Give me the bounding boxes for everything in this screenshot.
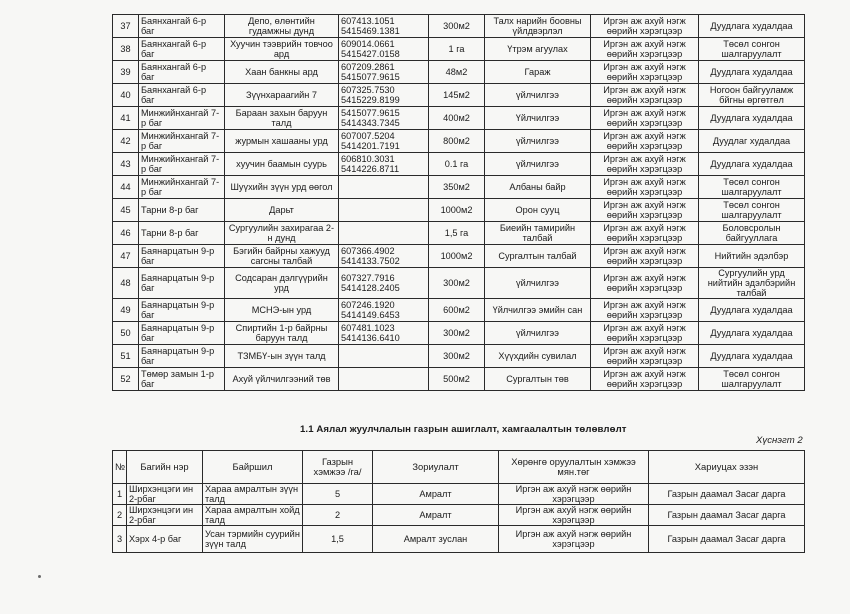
- cell-area: 1 га: [429, 38, 485, 61]
- cell-ownership: Иргэн аж ахуй нэгж өөрийн хэрэгцээр: [591, 245, 699, 268]
- table-row: [113, 38, 805, 61]
- cell-allocation-method: Дуудлага худалдаа: [699, 345, 805, 368]
- cell-area: 800м2: [429, 130, 485, 153]
- column-header: Багийн нэр: [127, 451, 203, 484]
- cell-coordinates: 607007.5204 5414201.7191: [339, 130, 429, 153]
- cell-allocation-method: Дуудлага худалдаа: [699, 15, 805, 38]
- cell-allocation-method: Боловсролын байгууллага: [699, 222, 805, 245]
- cell-allocation-method: Дуудлага худалдаа: [699, 61, 805, 84]
- cell-coordinates: [339, 345, 429, 368]
- cell-row-number: 39: [113, 61, 139, 84]
- cell-area: 300м2: [429, 15, 485, 38]
- cell-row-number: 52: [113, 368, 139, 391]
- table-row: [113, 299, 805, 322]
- cell-allocation-method: Төсөл сонгон шалгаруулалт: [699, 199, 805, 222]
- cell-purpose: Талх нарийн боовны үйлдвэрлэл: [485, 15, 591, 38]
- cell-area: 350м2: [429, 176, 485, 199]
- cell-investment: Иргэн аж ахуй нэгж өөрийн хэрэгцээр: [499, 526, 649, 553]
- cell-bag-name: Ширхэнцэги ин 2-рбаг: [127, 505, 203, 526]
- table-row: [113, 15, 805, 38]
- cell-bag-name: Баянарцатын 9-р баг: [139, 268, 225, 299]
- cell-coordinates: 607413.1051 5415469.1381: [339, 15, 429, 38]
- column-header: Байршил: [203, 451, 303, 484]
- cell-row-number: 47: [113, 245, 139, 268]
- cell-bag-name: Минжийнхангай 7-р баг: [139, 176, 225, 199]
- table-row: [113, 153, 805, 176]
- cell-purpose: Гараж: [485, 61, 591, 84]
- cell-area: 300м2: [429, 268, 485, 299]
- cell-purpose: үйлчилгээ: [485, 322, 591, 345]
- cell-land-size: 2: [303, 505, 373, 526]
- cell-bag-name: Минжийнхангай 7-р баг: [139, 153, 225, 176]
- cell-row-number: 2: [113, 505, 127, 526]
- cell-area: 1,5 га: [429, 222, 485, 245]
- cell-row-number: 49: [113, 299, 139, 322]
- cell-allocation-method: Сургуулийн урд нийтийн эдэлбэрийн талбай: [699, 268, 805, 299]
- table-row: [113, 368, 805, 391]
- cell-area: 48м2: [429, 61, 485, 84]
- scan-mark: [38, 575, 41, 578]
- cell-row-number: 38: [113, 38, 139, 61]
- cell-responsible-party: Газрын даамал Засаг дарга: [649, 526, 805, 553]
- cell-row-number: 51: [113, 345, 139, 368]
- cell-ownership: Иргэн аж ахуй нэгж өөрийн хэрэгцээр: [591, 299, 699, 322]
- cell-location: МСНЭ-ын урд: [225, 299, 339, 322]
- cell-location: Бэгийн байрны хажууд сагсны талбай: [225, 245, 339, 268]
- cell-bag-name: Баянхангай 6-р баг: [139, 84, 225, 107]
- column-header: Хөрөнгө оруулалтын хэмжээ мян.төг: [499, 451, 649, 484]
- cell-location: Содсаран дэлгүүрийн урд: [225, 268, 339, 299]
- cell-location: Шуүхийн зүүн урд өөгол: [225, 176, 339, 199]
- cell-area: 0.1 га: [429, 153, 485, 176]
- cell-ownership: Иргэн аж ахуй нэгж өөрийн хэрэгцээр: [591, 38, 699, 61]
- cell-row-number: 1: [113, 484, 127, 505]
- cell-location: Бараан захын баруун талд: [225, 107, 339, 130]
- cell-purpose: Үйлчилгээ эмийн сан: [485, 299, 591, 322]
- table-header-row: [113, 451, 805, 484]
- cell-area: 300м2: [429, 322, 485, 345]
- cell-allocation-method: Төсөл сонгон шалгаруулалт: [699, 176, 805, 199]
- cell-location: Дарьт: [225, 199, 339, 222]
- cell-row-number: 43: [113, 153, 139, 176]
- cell-ownership: Иргэн аж ахуй нэгж өөрийн хэрэгцээр: [591, 15, 699, 38]
- cell-purpose: Үтрэм агуулах: [485, 38, 591, 61]
- cell-purpose: Орон сууц: [485, 199, 591, 222]
- cell-location: Хараа амралтын зүүн талд: [203, 484, 303, 505]
- tourism-land-table: [112, 450, 805, 553]
- table-row: [113, 322, 805, 345]
- table-row: [113, 268, 805, 299]
- table-row: [113, 245, 805, 268]
- cell-bag-name: Ширхэнцэги ин 2-рбаг: [127, 484, 203, 505]
- cell-coordinates: 607325.7530 5415229.8199: [339, 84, 429, 107]
- section-heading: 1.1 Аялал жуулчлалын газрын ашиглалт, хамгаалалтын төлөвлөлт: [300, 424, 627, 435]
- cell-coordinates: 607366.4902 5414133.7502: [339, 245, 429, 268]
- cell-bag-name: Баянхангай 6-р баг: [139, 38, 225, 61]
- column-header: Газрын хэмжээ /га/: [303, 451, 373, 484]
- cell-coordinates: 5415077.9615 5414343.7345: [339, 107, 429, 130]
- table-row: [113, 84, 805, 107]
- cell-bag-name: Тарни 8-р баг: [139, 222, 225, 245]
- cell-location: Хараа амралтын хойд талд: [203, 505, 303, 526]
- cell-land-size: 1,5: [303, 526, 373, 553]
- cell-land-size: 5: [303, 484, 373, 505]
- cell-location: Усан тэрмийн суурийн зүүн талд: [203, 526, 303, 553]
- cell-location: Ахуй үйлчилгээний төв: [225, 368, 339, 391]
- table-row: [113, 199, 805, 222]
- cell-area: 500м2: [429, 368, 485, 391]
- cell-ownership: Иргэн аж ахуй нэгж өөрийн хэрэгцээр: [591, 199, 699, 222]
- cell-purpose: Амралт: [373, 484, 499, 505]
- cell-area: 1000м2: [429, 245, 485, 268]
- cell-allocation-method: Ногоон байгууламж бйгны өргөтгөл: [699, 84, 805, 107]
- cell-ownership: Иргэн аж ахуй нэгж өөрийн хэрэгцээр: [591, 84, 699, 107]
- cell-allocation-method: Дуудлаг худалдаа: [699, 130, 805, 153]
- cell-allocation-method: Төсөл сонгон шалгаруулалт: [699, 38, 805, 61]
- cell-purpose: үйлчилгээ: [485, 153, 591, 176]
- cell-responsible-party: Газрын даамал Засаг дарга: [649, 505, 805, 526]
- cell-responsible-party: Газрын даамал Засаг дарга: [649, 484, 805, 505]
- cell-bag-name: Баянарцатын 9-р баг: [139, 345, 225, 368]
- cell-ownership: Иргэн аж ахуй нэгж өөрийн хэрэгцээр: [591, 153, 699, 176]
- appendix-label: Хүснэгт 2: [756, 435, 803, 446]
- cell-row-number: 44: [113, 176, 139, 199]
- column-header: Хариуцах эзэн: [649, 451, 805, 484]
- cell-row-number: 42: [113, 130, 139, 153]
- cell-bag-name: Минжийнхангай 7-р баг: [139, 107, 225, 130]
- land-plan-table: [112, 14, 805, 391]
- cell-purpose: Албаны байр: [485, 176, 591, 199]
- cell-investment: Иргэн аж ахуй нэгж өөрийн хэрэгцээр: [499, 505, 649, 526]
- cell-bag-name: Төмөр замын 1-р баг: [139, 368, 225, 391]
- cell-allocation-method: Төсөл сонгон шалгаруулалт: [699, 368, 805, 391]
- cell-bag-name: Баянхангай 6-р баг: [139, 15, 225, 38]
- cell-location: журмын хашааны урд: [225, 130, 339, 153]
- cell-purpose: Амралт зуслан: [373, 526, 499, 553]
- table-row: [113, 61, 805, 84]
- cell-allocation-method: Дуудлага худалдаа: [699, 299, 805, 322]
- cell-purpose: Сургалтын талбай: [485, 245, 591, 268]
- cell-purpose: Сургалтын төв: [485, 368, 591, 391]
- cell-bag-name: Баянарцатын 9-р баг: [139, 245, 225, 268]
- table-row: [113, 484, 805, 505]
- cell-purpose: Үйлчилгээ: [485, 107, 591, 130]
- cell-location: Хуучин тээврийн товчоо ард: [225, 38, 339, 61]
- cell-bag-name: Баянарцатын 9-р баг: [139, 299, 225, 322]
- cell-purpose: Биеийн тамирийн талбай: [485, 222, 591, 245]
- cell-location: Сургуулийн захирагаа 2-н дунд: [225, 222, 339, 245]
- table-row: [113, 130, 805, 153]
- cell-coordinates: [339, 368, 429, 391]
- cell-ownership: Иргэн аж ахуй нэгж өөрийн хэрэгцээр: [591, 130, 699, 153]
- cell-row-number: 40: [113, 84, 139, 107]
- cell-allocation-method: Дуудлага худалдаа: [699, 153, 805, 176]
- cell-location: хуучин баамын суурь: [225, 153, 339, 176]
- cell-allocation-method: Дуудлага худалдаа: [699, 322, 805, 345]
- cell-ownership: Иргэн аж ахуй нэгж өөрийн хэрэгцээр: [591, 222, 699, 245]
- cell-bag-name: Баянхангай 6-р баг: [139, 61, 225, 84]
- cell-ownership: Иргэн аж ахуй нэгж өөрийн хэрэгцээр: [591, 107, 699, 130]
- cell-location: Хаан банкны ард: [225, 61, 339, 84]
- cell-purpose: Амралт: [373, 505, 499, 526]
- cell-row-number: 41: [113, 107, 139, 130]
- table-row: [113, 107, 805, 130]
- cell-bag-name: Хэрх 4-р баг: [127, 526, 203, 553]
- cell-location: Спиртийн 1-р байрны баруун талд: [225, 322, 339, 345]
- cell-coordinates: [339, 176, 429, 199]
- cell-location: Зүүнхараагийн 7: [225, 84, 339, 107]
- cell-ownership: Иргэн аж ахуй нэгж өөрийн хэрэгцээр: [591, 176, 699, 199]
- cell-ownership: Иргэн аж ахуй нэгж өөрийн хэрэгцээр: [591, 368, 699, 391]
- cell-coordinates: 607481.1023 5414136.6410: [339, 322, 429, 345]
- cell-location: Депо, өлөнтийн гудамжны дунд: [225, 15, 339, 38]
- cell-row-number: 50: [113, 322, 139, 345]
- column-header: Зориулалт: [373, 451, 499, 484]
- cell-row-number: 48: [113, 268, 139, 299]
- cell-ownership: Иргэн аж ахуй нэгж өөрийн хэрэгцээр: [591, 268, 699, 299]
- cell-location: ТЗМБҮ-ын зүүн талд: [225, 345, 339, 368]
- cell-coordinates: 607327.7916 5414128.2405: [339, 268, 429, 299]
- cell-bag-name: Баянарцатын 9-р баг: [139, 322, 225, 345]
- cell-row-number: 3: [113, 526, 127, 553]
- cell-investment: Иргэн аж ахуй нэгж өөрийн хэрэгцээр: [499, 484, 649, 505]
- cell-area: 400м2: [429, 107, 485, 130]
- cell-coordinates: [339, 199, 429, 222]
- table-row: [113, 345, 805, 368]
- cell-purpose: Хүүхдийн сувилал: [485, 345, 591, 368]
- cell-purpose: үйлчилгээ: [485, 130, 591, 153]
- cell-bag-name: Тарни 8-р баг: [139, 199, 225, 222]
- cell-ownership: Иргэн аж ахуй нэгж өөрийн хэрэгцээр: [591, 345, 699, 368]
- cell-coordinates: 607246.1920 5414149.6453: [339, 299, 429, 322]
- cell-area: 300м2: [429, 345, 485, 368]
- cell-area: 1000м2: [429, 199, 485, 222]
- table-row: [113, 505, 805, 526]
- cell-row-number: 37: [113, 15, 139, 38]
- column-header: №: [113, 451, 127, 484]
- cell-purpose: үйлчилгээ: [485, 268, 591, 299]
- cell-allocation-method: Нийтийн эдэлбэр: [699, 245, 805, 268]
- cell-row-number: 46: [113, 222, 139, 245]
- cell-ownership: Иргэн аж ахуй нэгж өөрийн хэрэгцээр: [591, 322, 699, 345]
- cell-bag-name: Минжийнхангай 7-р баг: [139, 130, 225, 153]
- table-row: [113, 222, 805, 245]
- cell-coordinates: 606810.3031 5414226.8711: [339, 153, 429, 176]
- cell-allocation-method: Дуудлага худалдаа: [699, 107, 805, 130]
- cell-coordinates: [339, 222, 429, 245]
- table-row: [113, 526, 805, 553]
- cell-row-number: 45: [113, 199, 139, 222]
- table-row: [113, 176, 805, 199]
- cell-coordinates: 607209.2861 5415077.9615: [339, 61, 429, 84]
- cell-area: 600м2: [429, 299, 485, 322]
- cell-area: 145м2: [429, 84, 485, 107]
- cell-purpose: үйлчилгээ: [485, 84, 591, 107]
- cell-ownership: Иргэн аж ахуй нэгж өөрийн хэрэгцээр: [591, 61, 699, 84]
- cell-coordinates: 609014.0661 5415427.0158: [339, 38, 429, 61]
